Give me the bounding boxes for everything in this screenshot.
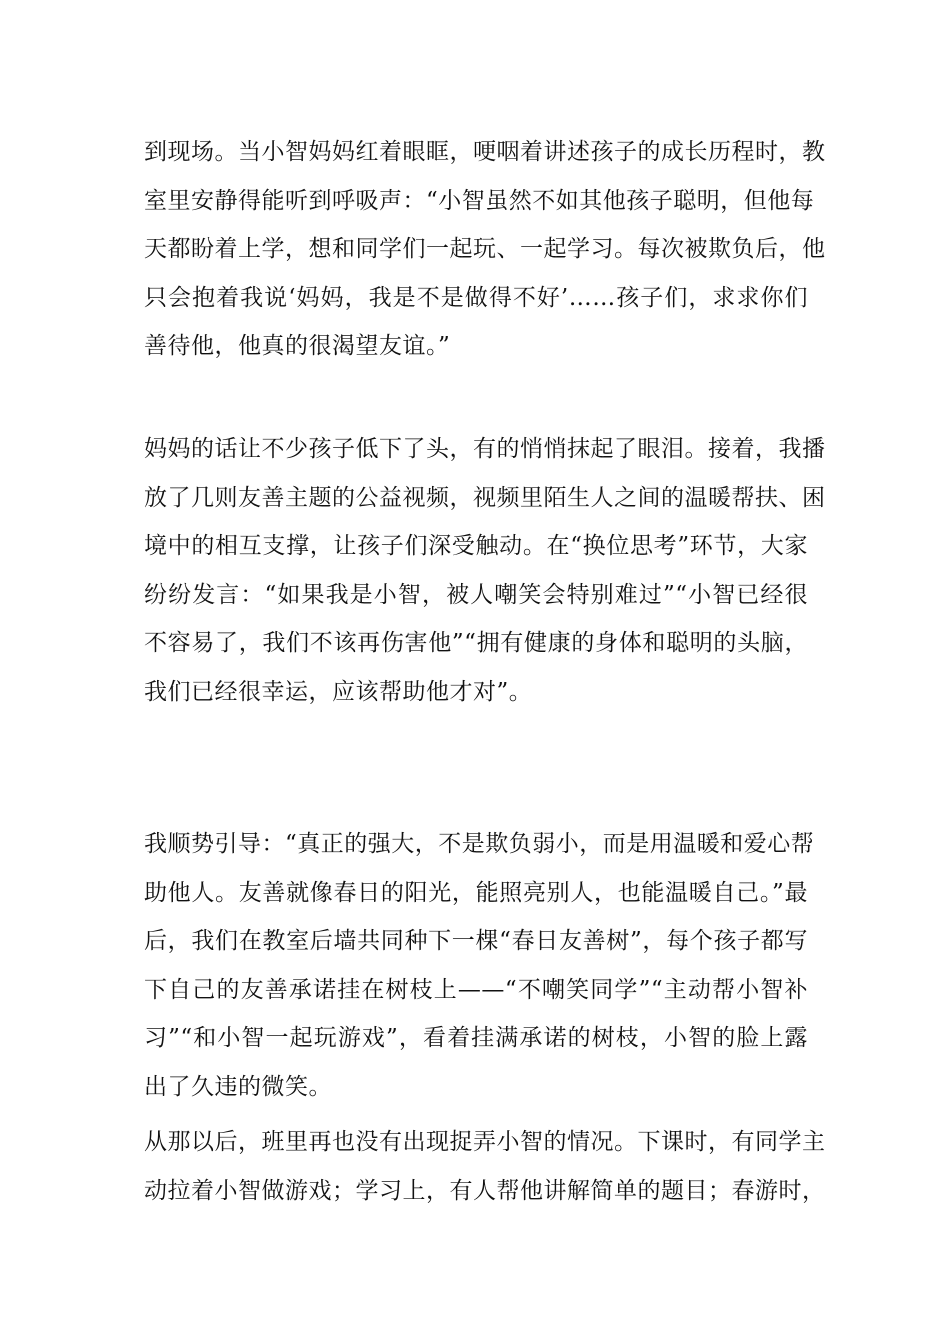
text-line: 后，我们在教室后墙共同种下一棵“春日友善树”，每个孩子都写 [144,928,808,954]
text-line: 境中的相互支撑，让孩子们深受触动。在“换位思考”环节，大家 [144,533,808,559]
text-line: 纷纷发言：“如果我是小智，被人嘲笑会特别难过”“小智已经很 [144,581,808,608]
text-line: 放了几则友善主题的公益视频，视频里陌生人之间的温暖帮扶、困 [144,484,826,511]
text-line: 出了久违的微笑。 [144,1073,332,1100]
text-line: 到现场。当小智妈妈红着眼眶，哽咽着讲述孩子的成长历程时，教 [144,139,826,165]
text-line: 只会抱着我说‘妈妈，我是不是做得不好’……孩子们，求求你们 [144,284,808,311]
text-line: 下自己的友善承诺挂在树枝上——“不嘲笑同学”“主动帮小智补 [144,976,808,1003]
paragraph-4 [144,1118,826,1215]
text-line: 动拉着小智做游戏；学习上，有人帮他讲解简单的题目；春游时， [144,1177,826,1204]
text-line: 助他人。友善就像春日的阳光，能照亮别人，也能温暖自己。”最 [144,879,808,906]
text-line: 天都盼着上学，想和同学们一起玩、一起学习。每次被欺负后，他 [144,236,826,262]
text-line: 妈妈的话让不少孩子低下了头，有的悄悄抹起了眼泪。接着，我播 [144,436,826,462]
text-line: 室里安静得能听到呼吸声：“小智虽然不如其他孩子聪明，但他每 [144,187,815,214]
text-line: 习”“和小智一起玩游戏”，看着挂满承诺的树枝，小智的脸上露 [144,1025,808,1051]
text-line: 我们已经很幸运，应该帮助他才对”。 [144,678,533,705]
paragraph-1 [144,128,826,371]
text-line: 不容易了，我们不该再伤害他”“拥有健康的身体和聪明的头脑， [144,630,808,656]
text-line: 从那以后，班里再也没有出现捉弄小智的情况。下课时，有同学主 [144,1129,826,1155]
paragraph-3 [144,820,815,1111]
text-line: 善待他，他真的很渴望友谊。” [144,333,451,359]
paragraph-2 [144,425,826,716]
text-line: 我顺势引导：“真正的强大，不是欺负弱小，而是用温暖和爱心帮 [144,831,815,857]
